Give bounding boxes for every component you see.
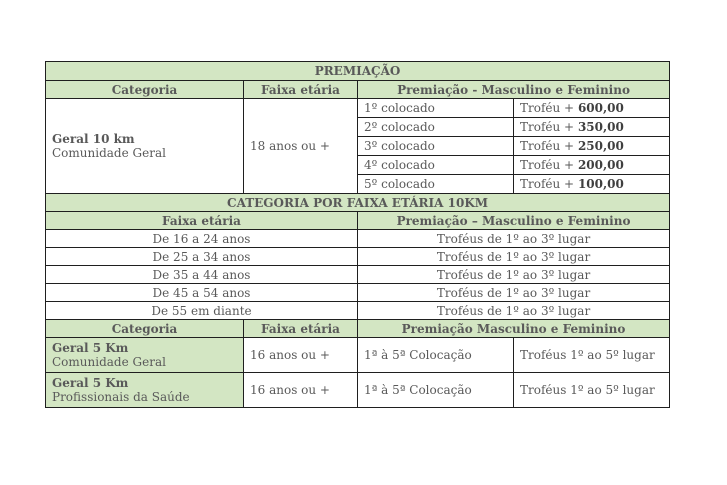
- placing-cell: 1ª à 5ª Colocação: [358, 338, 514, 373]
- category-cell: [46, 99, 244, 194]
- age-category-header-row: [46, 212, 670, 230]
- header-faixa-etaria: Faixa etária: [244, 320, 358, 338]
- age-row: [46, 248, 670, 266]
- age-row: [46, 284, 670, 302]
- prize-place: 5º colocado: [358, 175, 514, 194]
- prize-amount: Troféu + 250,00: [514, 137, 670, 156]
- age-prize: Troféus de 1º ao 3º lugar: [358, 266, 670, 284]
- age-prize: Troféus de 1º ao 3º lugar: [358, 230, 670, 248]
- header-premiacao: Premiação Masculino e Feminino: [358, 320, 670, 338]
- category-cell: [46, 338, 244, 373]
- age-range-cell: 16 anos ou +: [244, 338, 358, 373]
- header-premiacao: Premiação – Masculino e Feminino: [358, 212, 670, 230]
- premiacao-header-row: [46, 81, 670, 99]
- header-categoria: Categoria: [46, 81, 244, 99]
- prize-place: 4º colocado: [358, 156, 514, 175]
- age-range: De 35 a 44 anos: [46, 266, 358, 284]
- age-prize: Troféus de 1º ao 3º lugar: [358, 248, 670, 266]
- age-prize: Troféus de 1º ao 3º lugar: [358, 284, 670, 302]
- category-sub: Profissionais da Saúde: [52, 390, 190, 404]
- age-range-cell: 18 anos ou +: [244, 99, 358, 194]
- prize-place: 2º colocado: [358, 118, 514, 137]
- prize-amount: Troféu + 600,00: [514, 99, 670, 118]
- age-range: De 16 a 24 anos: [46, 230, 358, 248]
- awards-document: [45, 61, 669, 408]
- age-row: [46, 230, 670, 248]
- premiacao-title-row: [46, 62, 670, 81]
- category-sub: Comunidade Geral: [52, 146, 166, 160]
- age-prize: Troféus de 1º ao 3º lugar: [358, 302, 670, 320]
- age-range: De 45 a 54 anos: [46, 284, 358, 302]
- age-row: [46, 302, 670, 320]
- age-row: [46, 266, 670, 284]
- prize-row: [46, 99, 670, 118]
- header-premiacao: Premiação - Masculino e Feminino: [358, 81, 670, 99]
- prize-amount: Troféu + 350,00: [514, 118, 670, 137]
- prize-cell: Troféus 1º ao 5º lugar: [514, 373, 670, 408]
- premiacao-title: PREMIAÇÃO: [46, 62, 670, 81]
- awards-table: [45, 61, 670, 408]
- age-range: De 55 em diante: [46, 302, 358, 320]
- category-name: Geral 5 Km: [52, 341, 129, 355]
- age-category-title-row: [46, 194, 670, 212]
- prize-cell: Troféus 1º ao 5º lugar: [514, 338, 670, 373]
- prize-amount: Troféu + 100,00: [514, 175, 670, 194]
- prize-amount: Troféu + 200,00: [514, 156, 670, 175]
- category-sub: Comunidade Geral: [52, 355, 166, 369]
- five-km-row: [46, 373, 670, 408]
- age-range-cell: 16 anos ou +: [244, 373, 358, 408]
- header-categoria: Categoria: [46, 320, 244, 338]
- category-name: Geral 5 Km: [52, 376, 129, 390]
- five-km-header-row: [46, 320, 670, 338]
- placing-cell: 1ª à 5ª Colocação: [358, 373, 514, 408]
- five-km-row: [46, 338, 670, 373]
- prize-place: 3º colocado: [358, 137, 514, 156]
- category-cell: [46, 373, 244, 408]
- category-name: Geral 10 km: [52, 132, 135, 146]
- age-category-title: CATEGORIA POR FAIXA ETÁRIA 10KM: [46, 194, 670, 212]
- header-faixa-etaria: Faixa etária: [46, 212, 358, 230]
- header-faixa-etaria: Faixa etária: [244, 81, 358, 99]
- prize-place: 1º colocado: [358, 99, 514, 118]
- age-range: De 25 a 34 anos: [46, 248, 358, 266]
